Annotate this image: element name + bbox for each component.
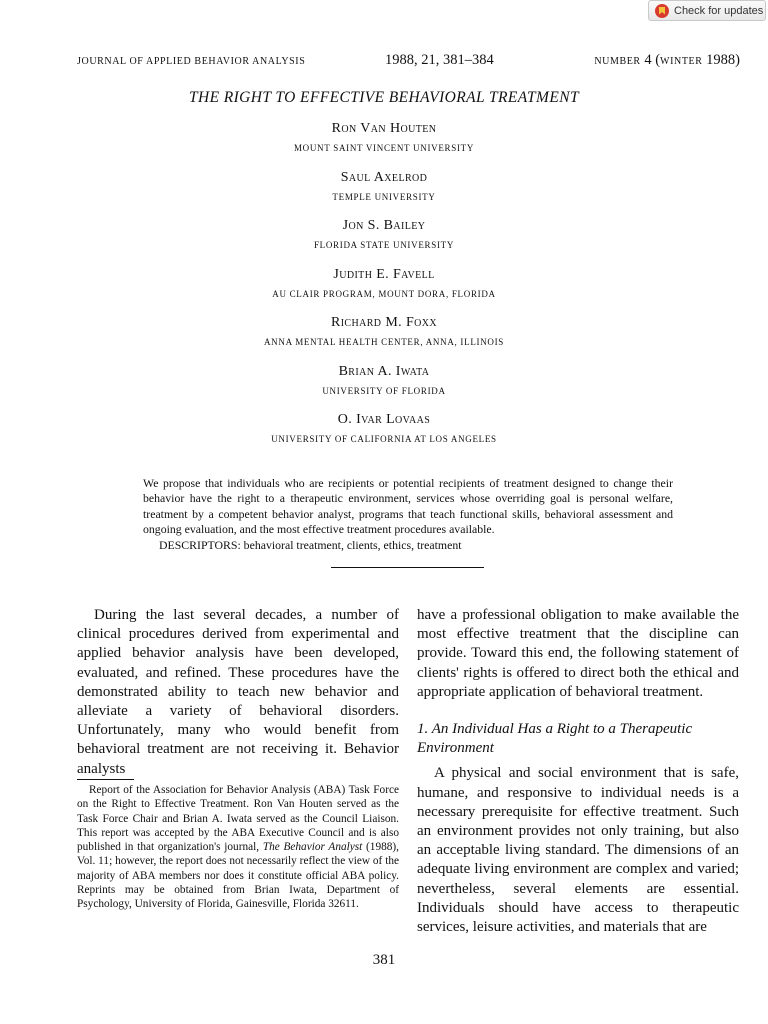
- intro-paragraph-continued: have a professional obligation to make available the most effective treatment that the discipline can provide. Toward this end, the following statement of clients' rights is offered to direct both the ethical and appropriate application of behavioral treatment.: [417, 607, 739, 700]
- check-for-updates-button[interactable]: [648, 0, 766, 21]
- page-number: 381: [372, 952, 396, 968]
- author-name: Saul Axelrod: [340, 169, 428, 185]
- number-digit: 4 (: [640, 52, 661, 68]
- number-label: NUMBER: [594, 56, 641, 67]
- author-block: [0, 266, 768, 315]
- author-affiliation: MOUNT SAINT VINCENT UNIVERSITY: [293, 143, 475, 153]
- author-affiliation: UNIVERSITY OF FLORIDA: [322, 385, 446, 396]
- author-affiliation: ANNA MENTAL HEALTH CENTER, ANNA, ILLINOIS: [263, 337, 505, 347]
- author-name: Richard M. Foxx: [330, 315, 438, 330]
- author-name: O. Ivar Lovaas: [337, 412, 431, 427]
- article-title: THE RIGHT TO EFFECTIVE BEHAVIORAL TREATMENT: [188, 89, 579, 106]
- volume-info: 1988, 21, 381–384: [385, 52, 494, 68]
- crossmark-icon: [655, 4, 669, 18]
- author-list: [0, 120, 768, 460]
- abstract-divider: [331, 567, 484, 568]
- issue-number: [594, 52, 740, 69]
- abstract-text: We propose that individuals who are recipients or potential recipients of treatment designed to change their behavior have the right to a therapeutic environment, services whose overriding goal is personal welfare, treatment by a competent behavior analyst, programs that teach functional skills, behavioral assessment and ongoing evaluation, and the most effective treatment procedures available.: [143, 476, 673, 537]
- author-block: [0, 363, 768, 412]
- section-heading: 1. An Individual Has a Right to a Therapeutic Environment: [417, 721, 693, 757]
- journal-name: JOURNAL OF APPLIED BEHAVIOR ANALYSIS: [77, 56, 306, 67]
- author-block: [0, 314, 768, 363]
- intro-paragraph: During the last several decades, a number of clinical procedures derived from experimental and applied behavior analysis have been developed, evaluated, and refined. These procedures have the demonstrated ability to teach new behavior and alleviate a variety of behavioral disorders. Unfortunately, many who would benefit from behavioral treatment are not receiving it. Behavior analysts: [77, 607, 399, 777]
- author-name: Ron Van Houten: [331, 121, 437, 136]
- body-column-right: [417, 606, 739, 937]
- abstract: [143, 476, 673, 553]
- season-label: WINTER: [660, 56, 703, 67]
- author-name: Jon S. Bailey: [342, 218, 426, 233]
- footnote: [77, 783, 399, 912]
- author-block: [0, 217, 768, 266]
- author-block: [0, 120, 768, 169]
- author-block: [0, 411, 768, 460]
- author-block: [0, 169, 768, 218]
- author-name: Judith E. Favell: [333, 266, 435, 282]
- author-affiliation: UNIVERSITY OF CALIFORNIA AT LOS ANGELES: [271, 434, 497, 444]
- section-paragraph: A physical and social environment that is safe, humane, and responsive to individual needs is a necessary prerequisite for effective treatment. Such an environment provides not only training, but also an acceptable living standard. The dimensions of an adequate living environment are complex and varied; nevertheless, several elements are essential. Individuals should have access to therapeutic services, leisure activities, and materials that are: [417, 765, 739, 936]
- author-affiliation: FLORIDA STATE UNIVERSITY: [313, 240, 455, 250]
- footnote-text-end: (1988), Vol. 11; however, the report does not necessarily reflect the view of the majority of ABA members nor does it constitute official ABA policy. Reprints may be obtained from Brian Iwata, Department of Psychology, University of Florida, Gainesville, Florida 32611.: [77, 841, 399, 911]
- author-name: Brian A. Iwata: [338, 363, 430, 379]
- author-affiliation: TEMPLE UNIVERSITY: [332, 191, 436, 202]
- footnote-divider: [77, 779, 134, 780]
- year-label: 1988): [702, 52, 740, 68]
- check-for-updates-label: Check for updates: [674, 4, 764, 17]
- footnote-journal-title: The Behavior Analyst: [262, 841, 363, 854]
- author-affiliation: AU CLAIR PROGRAM, MOUNT DORA, FLORIDA: [272, 288, 496, 299]
- abstract-descriptors: DESCRIPTORS: behavioral treatment, clients, ethics, treatment: [159, 537, 462, 552]
- body-column-left: [77, 606, 399, 779]
- running-header: [77, 52, 740, 72]
- footnote-text-start: Report of the Association for Behavior Analysis (ABA) Task Force on the Right to Effective Treatment. Ron Van Houten served as the Task Force Chair and Brian A. Iwata served as the Council Liaison. This report was accepted by the ABA Executive Council and is also published in that organization's journal,: [77, 784, 399, 854]
